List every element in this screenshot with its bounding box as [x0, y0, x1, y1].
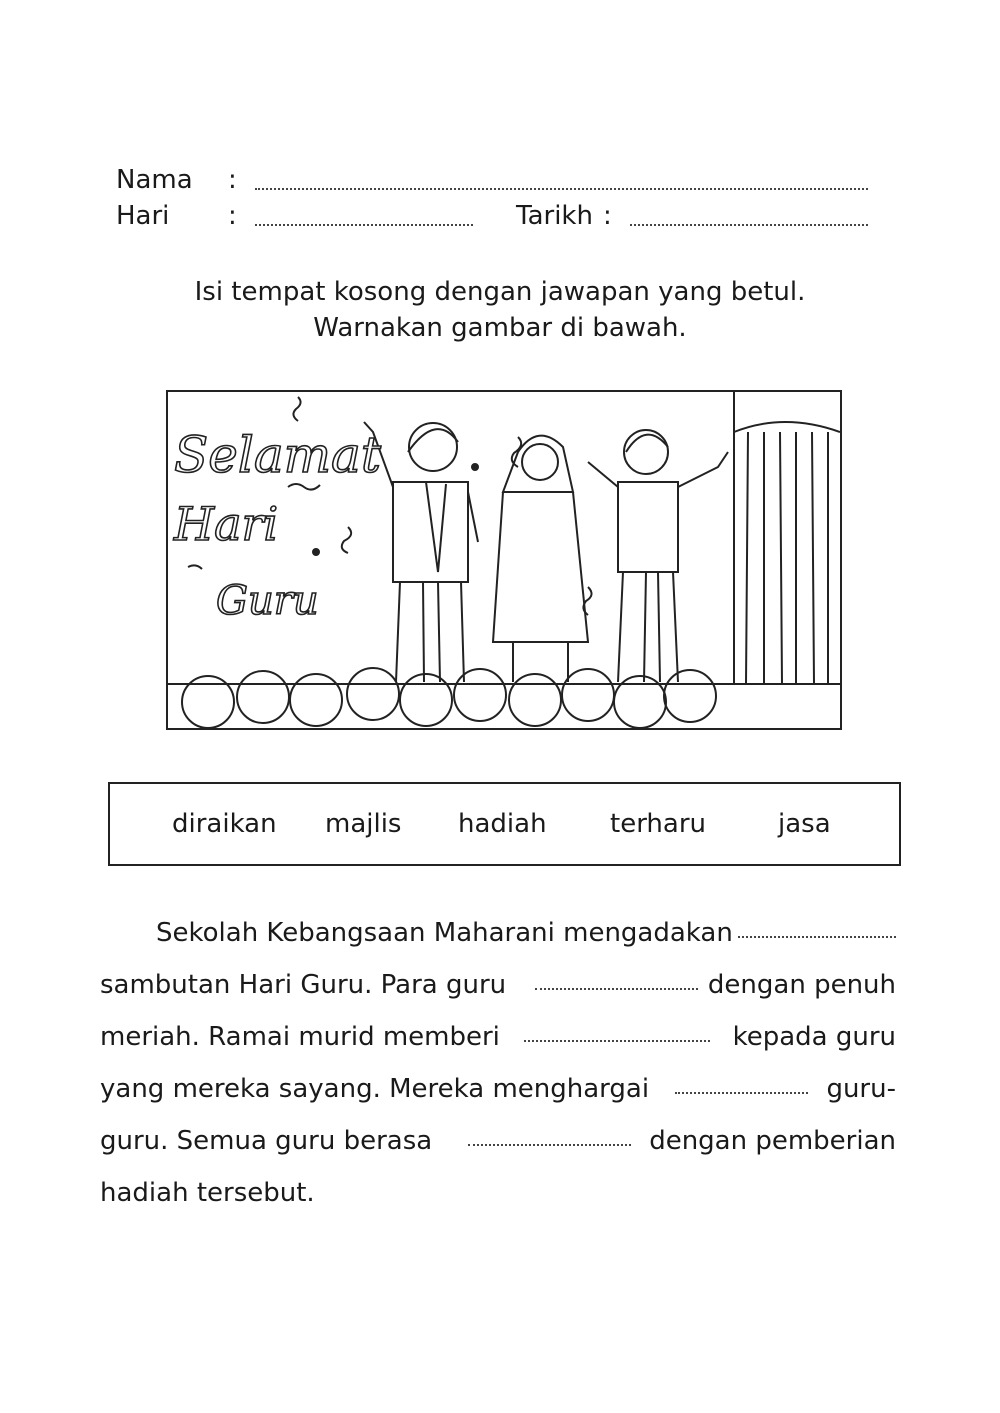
word-bank-item[interactable]: hadiah	[458, 809, 547, 839]
banner-word-selamat: Selamat	[174, 426, 381, 484]
passage-text: guru-	[826, 1074, 896, 1104]
passage-text: guru. Semua guru berasa	[100, 1126, 433, 1156]
blank-2[interactable]	[535, 968, 698, 990]
female-teacher-drawing	[493, 436, 588, 682]
tarikh-label: Tarikh	[516, 201, 593, 231]
hari-input-line[interactable]	[255, 224, 473, 226]
blank-4[interactable]	[675, 1072, 808, 1094]
blank-1[interactable]	[738, 916, 896, 938]
nama-colon: :	[228, 165, 237, 195]
coloring-picture	[166, 390, 842, 730]
instruction-line-1: Isi tempat kosong dengan jawapan yang betul.	[194, 277, 806, 307]
passage-line-1	[100, 916, 896, 950]
instruction-line-2: Warnakan gambar di bawah.	[313, 313, 687, 343]
curtain-drawing	[734, 392, 840, 684]
passage-text: meriah. Ramai murid memberi	[100, 1022, 500, 1052]
passage-line-2	[100, 968, 896, 1002]
blank-5[interactable]	[468, 1124, 631, 1146]
hari-label: Hari	[116, 201, 170, 231]
tarikh-colon: :	[603, 201, 612, 231]
word-bank-item[interactable]: diraikan	[172, 809, 277, 839]
passage-text: yang mereka sayang. Mereka menghargai	[100, 1074, 650, 1104]
passage-line-4	[100, 1072, 896, 1106]
passage-text: Sekolah Kebangsaan Maharani mengadakan	[156, 918, 733, 948]
passage-text: kepada guru	[732, 1022, 896, 1052]
passage-line-5	[100, 1124, 896, 1158]
confetti	[293, 397, 300, 421]
banner-word-guru: Guru	[216, 578, 319, 624]
nama-input-line[interactable]	[255, 188, 868, 190]
blank-3[interactable]	[524, 1020, 710, 1042]
male-teacher-drawing	[364, 422, 478, 682]
banner-word-hari: Hari	[174, 497, 279, 551]
word-bank-item[interactable]: jasa	[778, 809, 831, 839]
teachers-day-illustration	[168, 392, 840, 728]
hari-colon: :	[228, 201, 237, 231]
word-bank-box	[108, 782, 901, 866]
passage-text: hadiah tersebut.	[100, 1178, 315, 1208]
audience-drawing	[182, 668, 716, 728]
word-bank-item[interactable]: majlis	[325, 809, 402, 839]
passage-text: dengan penuh	[707, 970, 896, 1000]
nama-label: Nama	[116, 165, 193, 195]
third-teacher-drawing	[588, 430, 728, 682]
tarikh-input-line[interactable]	[630, 224, 868, 226]
word-bank-item[interactable]: terharu	[610, 809, 707, 839]
passage-text: sambutan Hari Guru. Para guru	[100, 970, 507, 1000]
passage-line-3	[100, 1020, 896, 1054]
passage-line-6	[100, 1176, 896, 1210]
passage-text: dengan pemberian	[649, 1126, 896, 1156]
